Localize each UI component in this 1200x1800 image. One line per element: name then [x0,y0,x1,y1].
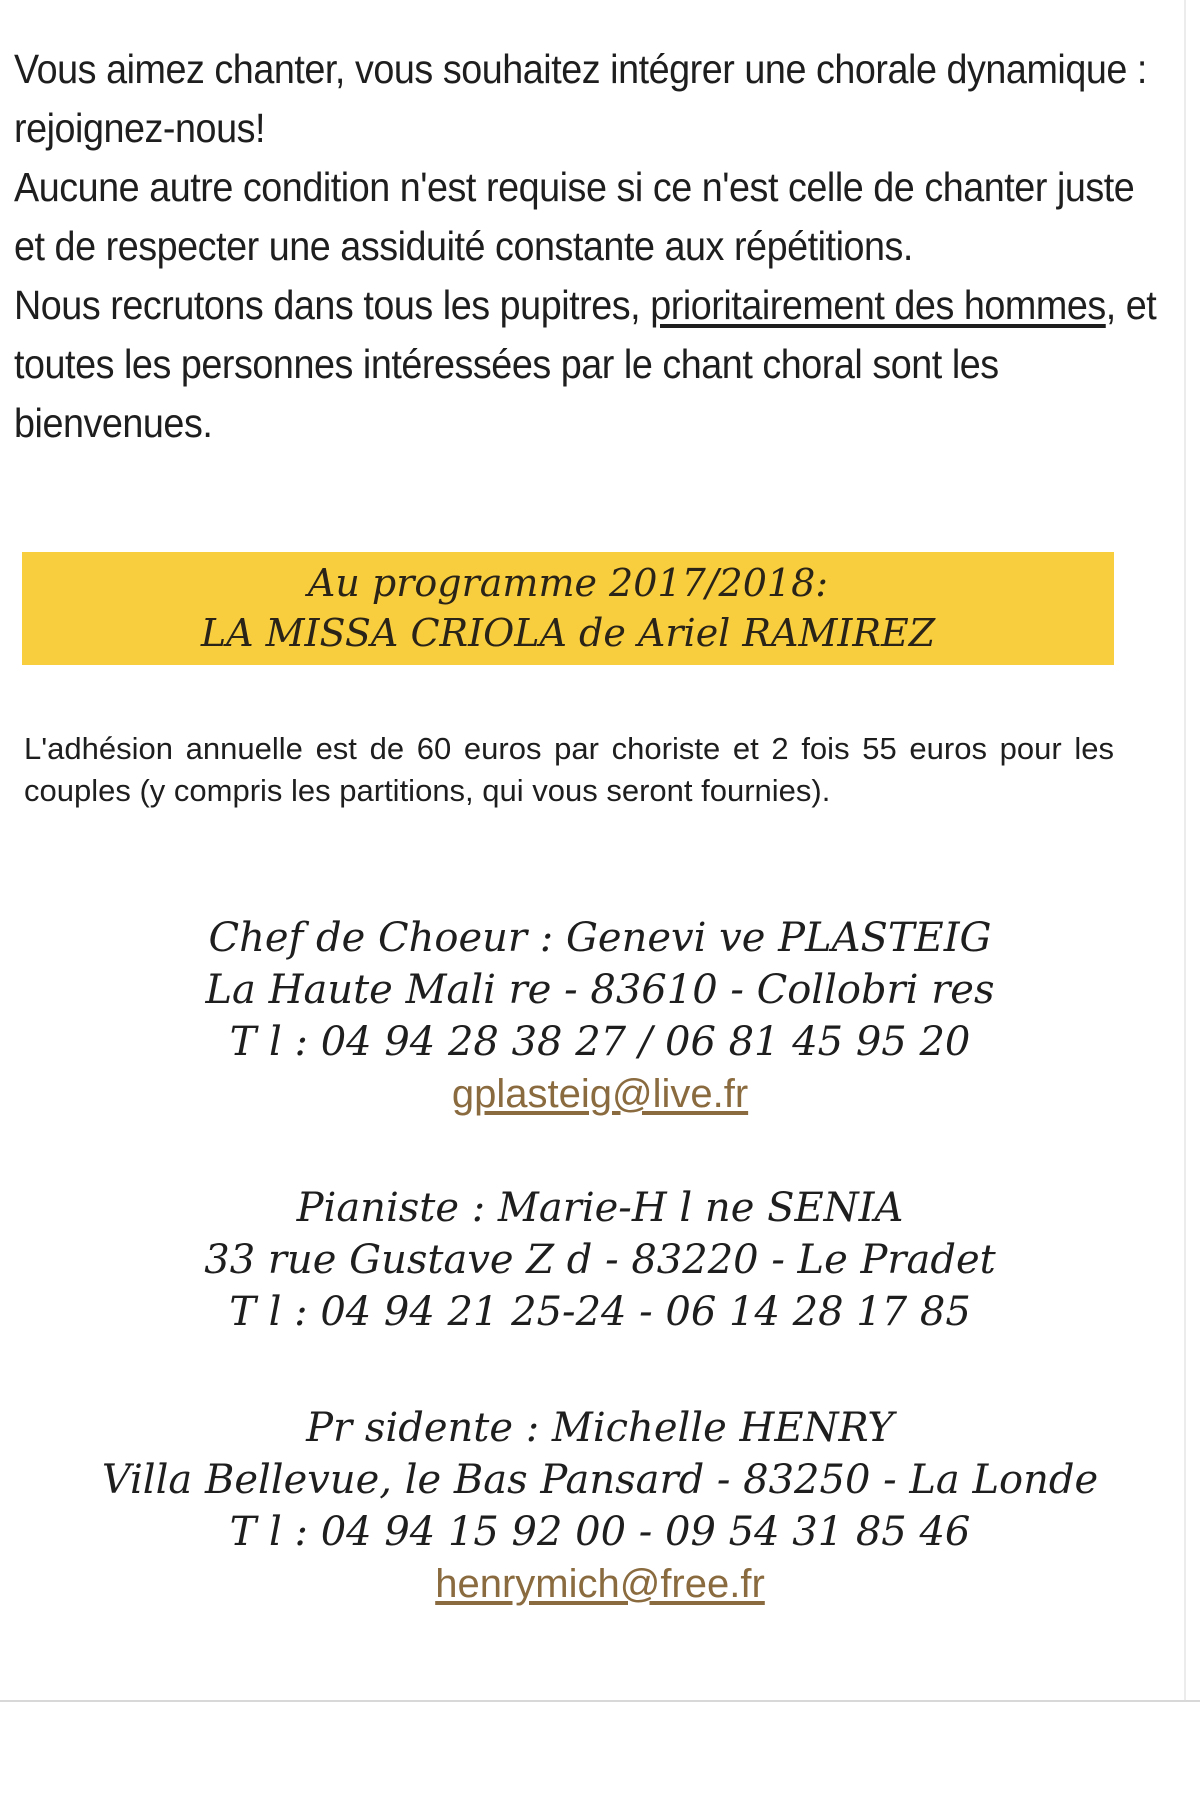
contact-phone: T l : 04 94 28 38 27 / 06 81 45 95 20 [229,1019,971,1065]
intro-text [14,40,1174,453]
contact-phone: T l : 04 94 15 92 00 - 09 54 31 85 46 [229,1509,971,1555]
contact-role: Pianiste : Marie-H l ne SENIA [296,1185,904,1231]
contact-address: La Haute Mali re - 83610 - Collobri res [205,967,995,1013]
intro-paragraph-recruitment [14,276,1174,453]
membership-fee: L'adhésion annuelle est de 60 euros par choriste et 2 fois 55 euros pour les couples (y compris les partitions, qui vous seront fournies). [24,731,1114,808]
recruitment-text-start: Nous recrutons dans tous les pupitres, [14,282,651,328]
programme-work: LA MISSA CRIOLA de Ariel RAMIREZ [200,611,936,655]
contact-pianist [0,1182,1200,1338]
contact-address: Villa Bellevue, le Bas Pansard - 83250 - La Londe [101,1457,1099,1503]
intro-paragraph-invite: Vous aimez chanter, vous souhaitez intégrer une chorale dynamique : rejoignez-nous! [14,46,1147,151]
recruitment-priority-men: prioritairement des hommes [650,282,1106,328]
contact-phone: T l : 04 94 21 25-24 - 06 14 28 17 85 [229,1289,971,1335]
contact-address: 33 rue Gustave Z d - 83220 - Le Pradet [204,1237,996,1283]
bottom-divider [0,1700,1200,1702]
intro-paragraph-conditions: Aucune autre condition n'est requise si ce n'est celle de chanter juste et de respecter une assiduité constante aux répétitions. [14,164,1135,269]
programme-banner [22,552,1114,665]
programme-title: Au programme 2017/2018: [307,561,829,605]
contact-president [0,1402,1200,1610]
contact-role: Chef de Choeur : Genevi ve PLASTEIG [208,915,992,961]
recruitment-text-end: , et toutes les personnes intéressées par le chant choral sont les bienvenues. [14,282,1157,446]
contact-email-link[interactable]: henrymich@free.fr [435,1562,765,1606]
contact-choir-director [0,912,1200,1120]
contact-role: Pr sidente : Michelle HENRY [306,1405,894,1451]
contact-email-link[interactable]: gplasteig@live.fr [451,1072,749,1116]
right-edge-line [1184,0,1186,1700]
